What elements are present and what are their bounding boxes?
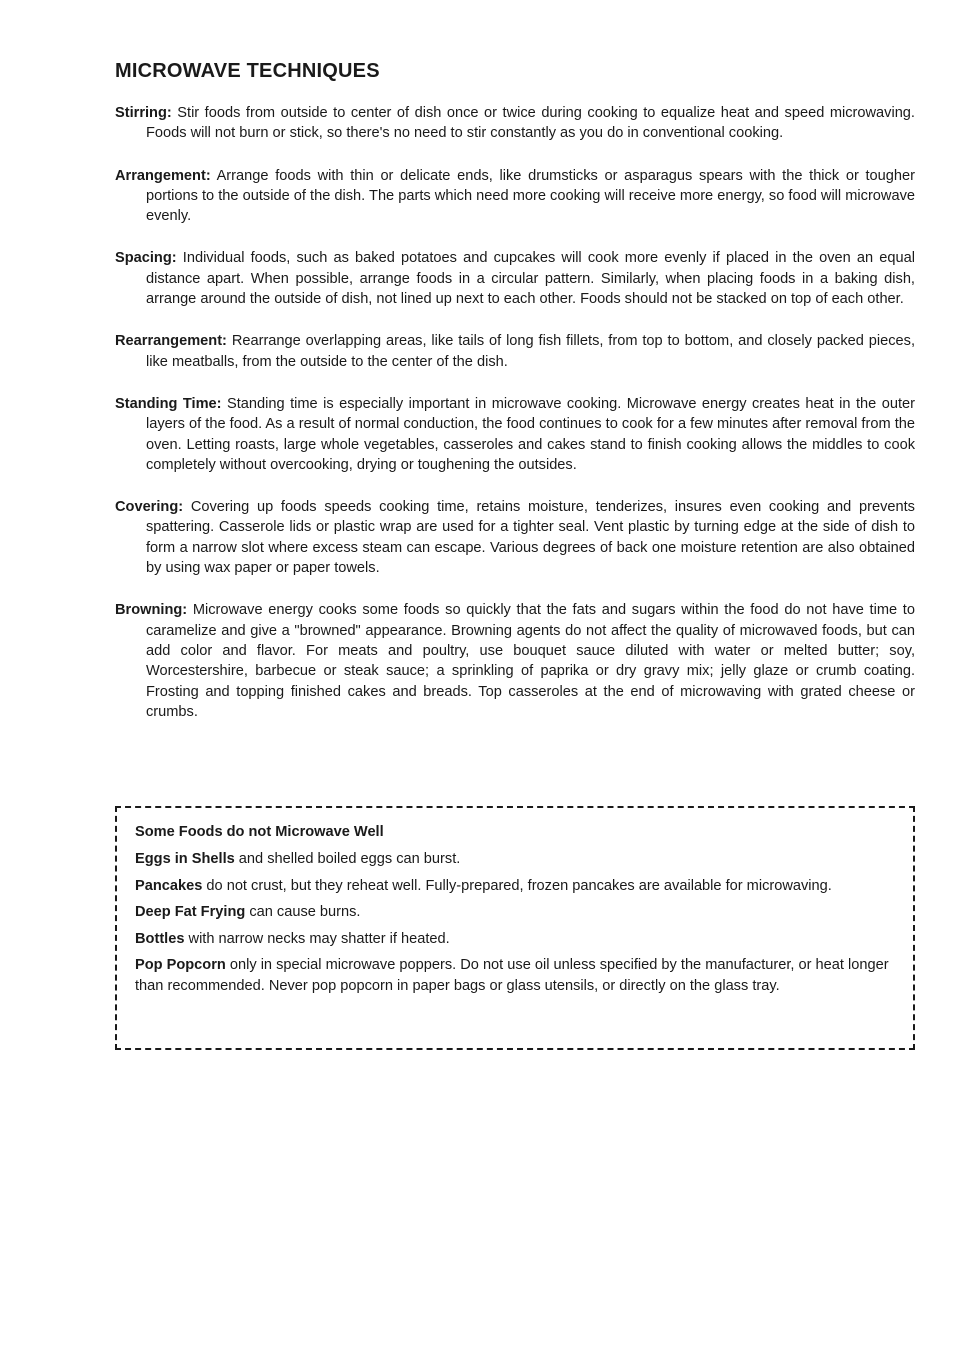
notice-item-term: Pop Popcorn	[135, 957, 226, 973]
technique-term: Arrangement:	[115, 167, 211, 184]
technique-stirring	[115, 103, 915, 144]
technique-covering	[115, 497, 915, 578]
technique-arrangement	[115, 166, 915, 227]
technique-term: Standing Time:	[115, 395, 222, 412]
page-title: MICROWAVE TECHNIQUES	[115, 60, 380, 82]
technique-spacing	[115, 248, 915, 309]
technique-text: Covering up foods speeds cooking time, retains moisture, tenderizes, insures even cooking and prevents spattering. Casserole lids or plastic wrap are used for a tighter seal. Vent plastic by turning edge at the side of dish to form a narrow slot where excess steam can escape. Various degrees of back one moisture retention are also obtained by using wax paper or paper towels.	[146, 499, 915, 577]
notice-heading: Some Foods do not Microwave Well	[135, 824, 384, 840]
notice-item-term: Bottles	[135, 930, 185, 947]
technique-term: Rearrangement:	[115, 333, 227, 350]
notice-item-bottles	[135, 929, 897, 950]
technique-browning	[115, 600, 915, 722]
notice-item-text: do not crust, but they reheat well. Fully-prepared, frozen pancakes are available for microwaving.	[202, 877, 832, 894]
notice-box	[115, 806, 915, 1050]
notice-item-text: and shelled boiled eggs can burst.	[234, 851, 461, 867]
technique-text: Standing time is especially important in microwave cooking. Microwave energy creates heat in the outer layers of the food. As a result of normal conduction, the food continues to cook for a few minutes after removal from the oven. Letting roasts, large whole vegetables, casseroles and cakes stand to finish cooking allows the middles to cook completely without overcooking, drying or toughening the outsides.	[146, 395, 915, 473]
technique-term: Browning:	[115, 602, 188, 619]
notice-item-term: Eggs in Shells	[135, 851, 235, 867]
technique-rearrangement	[115, 331, 915, 372]
notice-item-text: can cause burns.	[245, 904, 361, 920]
notice-item-text: with narrow necks may shatter if heated.	[184, 930, 450, 947]
technique-term: Spacing:	[115, 250, 177, 267]
notice-item-eggs	[135, 849, 897, 870]
notice-item-deep-fat-frying	[135, 902, 897, 923]
technique-text: Microwave energy cooks some foods so quickly that the fats and sugars within the food do not have time to caramelize and give a "browned" appearance. Browning agents do not affect the quality of microwaved foods, but can add color and flavor. For meats and poultry, use bouquet sauce diluted with water or melted butter; soy, Worcestershire, barbecue or steak sauce; a sprinkling of paprika or dry gravy mix; jelly glaze or crumb coating. Frosting and topping finished cakes and breads. Top casseroles at the end of microwaving with grated cheese or crumbs.	[146, 602, 915, 720]
notice-item-popcorn	[135, 955, 897, 996]
technique-term: Stirring:	[115, 105, 172, 121]
notice-item-pancakes	[135, 876, 897, 897]
notice-item-term: Deep Fat Frying	[135, 904, 246, 920]
technique-term: Covering:	[115, 499, 184, 516]
page-content	[115, 60, 915, 744]
notice-item-term: Pancakes	[135, 877, 203, 894]
technique-text: Individual foods, such as baked potatoes and cupcakes will cook more evenly if placed in the oven an equal distance apart. When possible, arrange foods in a circular pattern. Similarly, when placing foods in a baking dish, arrange around the outside of dish, not lined up next to each other. Foods should not be stacked on top of each other.	[146, 250, 915, 308]
technique-text: Stir foods from outside to center of dish once or twice during cooking to equalize heat and speed microwaving. Foods will not burn or stick, so there's no need to stir constantly as you do in conventional cooking.	[146, 105, 915, 142]
technique-text: Arrange foods with thin or delicate ends, like drumsticks or asparagus spears with the thick or tougher portions to the outside of the dish. The parts which need more cooking will receive more energy, so food will microwave evenly.	[146, 167, 916, 225]
technique-text: Rearrange overlapping areas, like tails of long fish fillets, from top to bottom, and closely packed pieces, like meatballs, from the outside to the center of the dish.	[146, 333, 916, 370]
technique-standing-time	[115, 394, 915, 475]
notice-item-text: only in special microwave poppers. Do not use oil unless specified by the manufacturer, or heat longer than recommended. Never pop popcorn in paper bags or glass utensils, or directly on the glass tray.	[135, 957, 889, 994]
